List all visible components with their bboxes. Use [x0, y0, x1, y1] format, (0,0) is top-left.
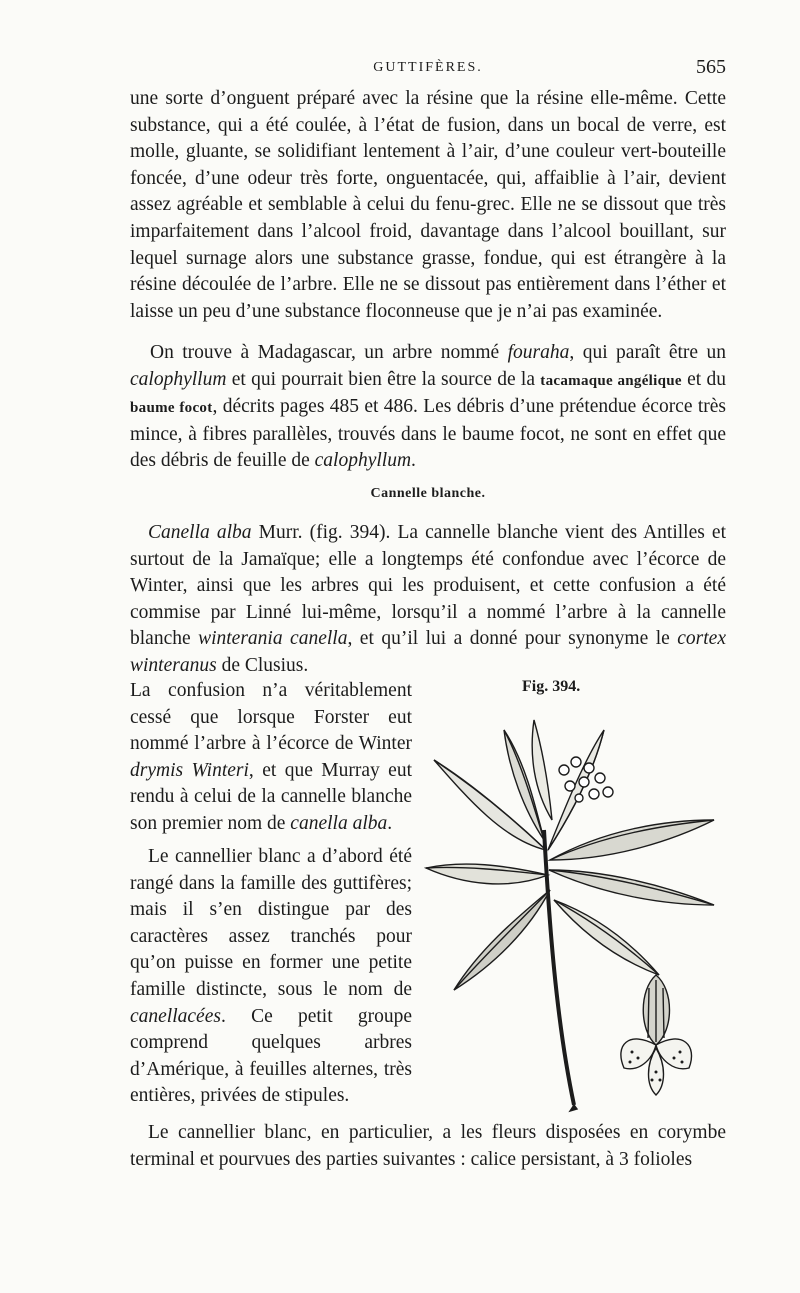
bold-term: baume focot — [130, 400, 213, 417]
paragraph-1: une sorte d’onguent préparé avec la résine que la résine elle-même. Cette substance, qui a été coulée, à l’état de fusion, dans un bocal de verre, est molle, gluante, se solidifiant lentement à l’air, d’une couleur vert-bouteille foncée, d’une odeur très forte, onguentacée, qui, affaiblie à l’air, devient assez agréable et semblable à celui du fenu-grec. Elle ne se dissout que très imparfaitement dans l’alcool froid, davantage dans l’alcool bouillant, sur lequel surnage alors une substance grasse, fondue, qui est étrangère à la résine découlée de l’arbre. Elle ne se dissout pas entièrement dans l’éther et laisse un peu d’une substance floconneuse que je n’ai pas examinée. — [130, 88, 726, 322]
running-head: GUTTIFÈRES. — [373, 60, 483, 75]
italic-term: calophyllum — [130, 368, 227, 390]
text-run: . — [387, 812, 393, 834]
text-run: . — [411, 450, 416, 472]
italic-term: winterania canella — [198, 628, 348, 650]
text-run: et qui pourrait bien être la source de la — [226, 368, 541, 390]
paragraph-4 — [130, 678, 412, 838]
italic-term: canellacées — [130, 1005, 221, 1027]
italic-term: calophyllum — [314, 450, 412, 472]
paragraph-5 — [130, 844, 412, 1110]
page-number: 565 — [696, 56, 726, 78]
text-run: Murr. (fig. 394). La cannelle blanche vient des Antilles et surtout de la Jamaïque; elle a longtemps été confondue avec l’écorce de Winter, ainsi que les arbres qui les produisent, et cette confusion a été commise par Linné lui-même, lorsqu’il a nommé l’arbre à la cannelle blanche — [130, 522, 727, 650]
italic-term: cortex winteranus — [130, 628, 726, 676]
text-run: , et que Murray eut rendu à celui de la cannelle blanche son premier nom de — [130, 759, 412, 834]
italic-term: Canella alba — [148, 522, 252, 543]
canella-branch-illustration — [424, 700, 740, 1120]
paragraph-3 — [130, 520, 726, 680]
text-run: , décrits pages 485 et 486. Les débris d’une prétendue écorce très mince, à fibres parallèles, trouvés dans le baume focot, ne sont en effet que des débris de feuille de — [130, 396, 726, 472]
bold-term: tacamaque angélique — [540, 372, 682, 389]
text-run: , et qu’il lui a donné pour synonyme le — [347, 628, 678, 650]
paragraph-2 — [130, 340, 726, 475]
italic-term: fouraha — [507, 342, 570, 363]
figure-caption: Fig. 394. — [522, 678, 581, 695]
italic-term: drymis Winteri — [130, 759, 249, 781]
text-run: . Ce petit groupe comprend quelques arbres d’Amérique, à feuilles alternes, très entières, privées de stipules. — [130, 1005, 412, 1107]
text-run: Le cannellier blanc a d’abord été rangé dans la famille des guttifères; mais il s’en distingue par des caractères assez tranchés pour qu’on puisse en former une petite famille distincte, sous le nom de — [130, 846, 412, 1000]
text-run: , qui paraît être un — [569, 342, 726, 363]
text-run: On trouve à Madagascar, un arbre nommé — [150, 342, 508, 363]
text-run: La confusion n’a véritablement cessé que lorsque Forster eut nommé l’arbre à l’écorce de Winter — [130, 680, 412, 755]
page-header — [130, 56, 726, 86]
section-title: Cannelle blanche. — [370, 486, 486, 501]
text-run: et du — [681, 368, 727, 390]
text-run: de Clusius. — [216, 654, 309, 676]
italic-term: canella alba — [290, 812, 388, 834]
paragraph-6: Le cannellier blanc, en particulier, a les fleurs disposées en corymbe terminal et pourvues des parties suivantes : calice persistant, à 3 folioles — [130, 1122, 726, 1170]
